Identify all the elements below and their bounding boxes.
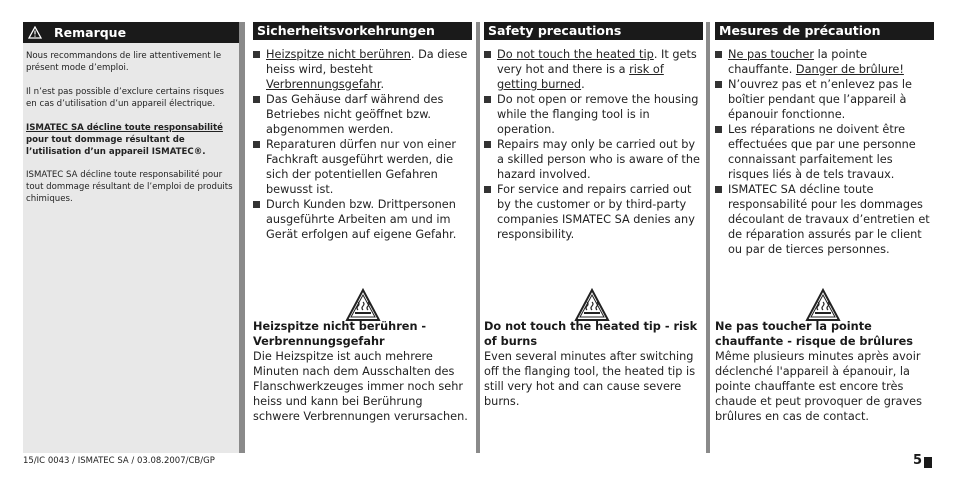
english-header: Safety precautions bbox=[484, 22, 703, 40]
german-safety-list bbox=[253, 47, 472, 242]
list-item: For service and repairs carried out by the customer or by third-party companies ISMATEC SA denies any responsibility. bbox=[484, 182, 703, 242]
document-reference: 15/IC 0043 / ISMATEC SA / 03.08.2007/CB/GP bbox=[23, 456, 215, 466]
english-caution-text: Even several minutes after switching off the flanging tool, the heated tip is still very hot and can cause severe burns. bbox=[484, 350, 696, 408]
remark-paragraph-4: ISMATEC SA décline toute responsabilité pour tout dommage résultant de l’emploi de produits chimiques. bbox=[26, 170, 233, 204]
hot-surface-warning-icon bbox=[805, 288, 841, 322]
remark-paragraph-3 bbox=[26, 122, 236, 158]
french-safety-list bbox=[715, 47, 934, 257]
list-item: Do not touch the heated tip. It gets very hot and there is a risk of getting burned. bbox=[484, 47, 703, 92]
remark-paragraph-2: Il n’est pas possible d’exclure certains risques en cas d’utilisation d’un appareil électrique. bbox=[26, 87, 225, 109]
german-column bbox=[253, 22, 472, 453]
french-column bbox=[715, 22, 934, 453]
list-item: Das Gehäuse darf während des Betriebes nicht geöffnet bzw. abgenommen werden. bbox=[253, 92, 472, 137]
german-caution-text: Die Heizspitze ist auch mehrere Minuten nach dem Ausschalten des Flanschwerkzeuges immer noch sehr heiss und kann bei Berührung schwere Verbrennungen verursachen. bbox=[253, 350, 468, 423]
hot-surface-warning-icon bbox=[345, 288, 381, 322]
remark-sidebar bbox=[23, 22, 239, 453]
remark-title: Remarque bbox=[54, 25, 127, 40]
german-header: Sicherheitsvorkehrungen bbox=[253, 22, 472, 40]
list-item: Reparaturen dürfen nur von einer Fachkraft ausgeführt werden, die sich der potentiellen Gefahren bewusst ist. bbox=[253, 137, 472, 197]
page-number: 5 bbox=[913, 453, 923, 468]
list-item: Heizspitze nicht berühren. Da diese heiss wird, besteht Verbrennungsgefahr. bbox=[253, 47, 472, 92]
warning-triangle-icon bbox=[28, 26, 42, 39]
list-item: Repairs may only be carried out by a skilled person who is aware of the hazard involved. bbox=[484, 137, 703, 182]
liability-disclaimer-rest: pour tout dommage résultant de l’utilisation d’un appareil ISMATEC®. bbox=[26, 135, 206, 157]
page-marker bbox=[924, 457, 932, 468]
list-item: N’ouvrez pas et n’enlevez pas le boîtier pendant que l’appareil à épanouir fonctionne. bbox=[715, 77, 934, 122]
french-caution-title: Ne pas toucher la pointe chauffante - risque de brûlures bbox=[715, 320, 913, 348]
liability-disclaimer-underlined: ISMATEC SA décline toute responsabilité bbox=[26, 123, 223, 133]
english-safety-list bbox=[484, 47, 703, 242]
english-caution-title: Do not touch the heated tip - risk of burns bbox=[484, 320, 698, 348]
remark-paragraph-1: Nous recommandons de lire attentivement le présent mode d’emploi. bbox=[26, 51, 222, 73]
list-item: Les réparations ne doivent être effectuées que par une personne connaissant parfaitement les risques liés à de tels travaux. bbox=[715, 122, 934, 182]
french-header: Mesures de précaution bbox=[715, 22, 934, 40]
english-column bbox=[484, 22, 703, 453]
french-caution-text: Même plusieurs minutes après avoir déclenché l'appareil à épanouir, la pointe chauffante est encore très chaude et peut provoquer de graves brûlures en cas de contact. bbox=[715, 350, 923, 423]
remark-header bbox=[23, 22, 239, 43]
list-item: ISMATEC SA décline toute responsabilité pour les dommages découlant de travaux d’entretien et de réparation assurés par le client ou par de tierces personnes. bbox=[715, 182, 934, 257]
list-item: Ne pas toucher la pointe chauffante. Danger de brûlure! bbox=[715, 47, 934, 77]
sidebar-divider bbox=[239, 22, 245, 453]
column-divider bbox=[706, 22, 710, 453]
list-item: Do not open or remove the housing while the flanging tool is in operation. bbox=[484, 92, 703, 137]
german-caution-title: Heizspitze nicht berühren - Verbrennungsgefahr bbox=[253, 320, 427, 348]
list-item: Durch Kunden bzw. Drittpersonen ausgeführte Arbeiten am und im Gerät erfolgen auf eigene Gefahr. bbox=[253, 197, 472, 242]
column-divider bbox=[476, 22, 480, 453]
hot-surface-warning-icon bbox=[574, 288, 610, 322]
